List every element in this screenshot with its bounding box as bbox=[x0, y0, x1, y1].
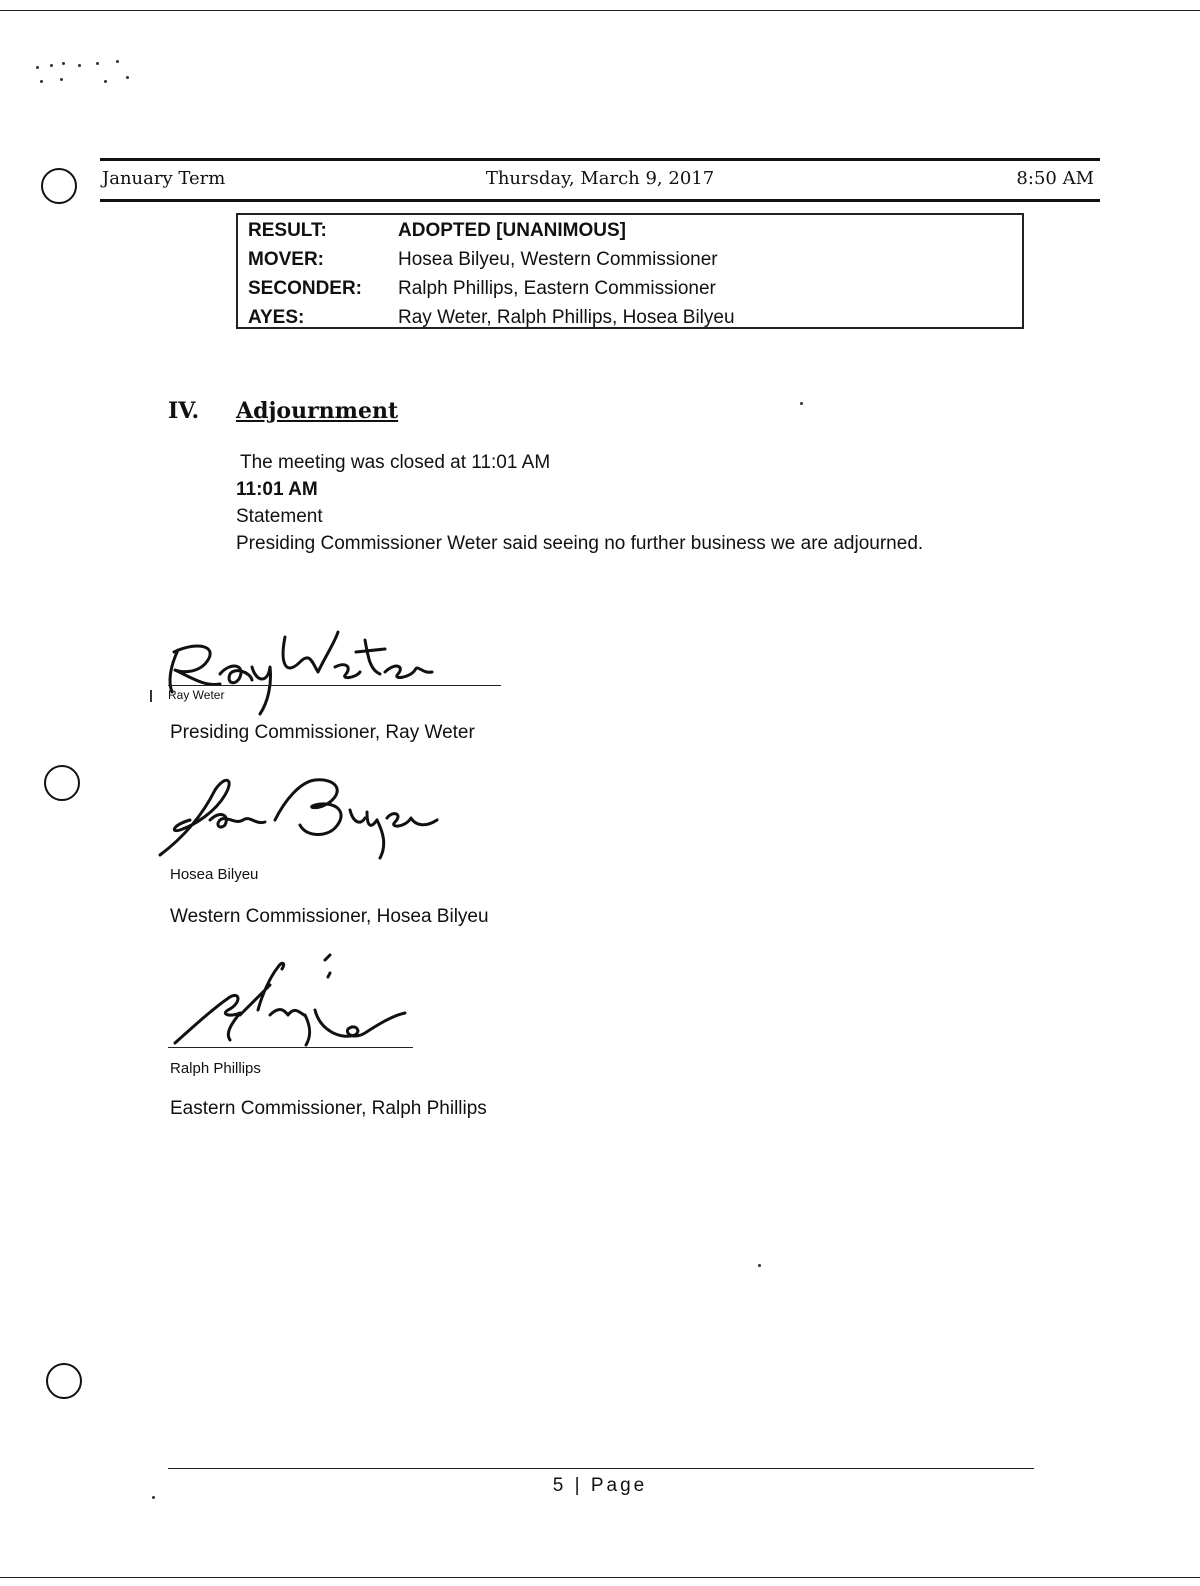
footer-rule bbox=[168, 1468, 1034, 1469]
vote-result-key: SECONDER: bbox=[248, 278, 363, 299]
vote-result-value: Ray Weter, Ralph Phillips, Hosea Bilyeu bbox=[398, 307, 735, 328]
scan-speck bbox=[152, 1496, 155, 1499]
vote-result-value: ADOPTED [UNANIMOUS] bbox=[398, 220, 626, 241]
scan-speck bbox=[78, 64, 81, 67]
binder-hole-icon bbox=[41, 168, 77, 204]
vote-result-key: AYES: bbox=[248, 307, 305, 328]
header-date: Thursday, March 9, 2017 bbox=[485, 168, 715, 189]
header-time: 8:50 AM bbox=[1016, 168, 1094, 189]
vote-result-row bbox=[248, 220, 626, 242]
scan-bottom-edge bbox=[0, 1577, 1200, 1578]
vote-result-box bbox=[236, 213, 1024, 329]
scan-speck bbox=[60, 78, 63, 81]
scan-speck bbox=[40, 80, 43, 83]
adjournment-line: The meeting was closed at 11:01 AM bbox=[240, 452, 551, 473]
vote-result-row bbox=[248, 307, 735, 329]
vote-result-key: RESULT: bbox=[248, 220, 327, 241]
page-number: 5 | Page bbox=[552, 1475, 648, 1496]
adjournment-label: Statement bbox=[236, 506, 323, 527]
vote-result-row bbox=[248, 249, 718, 271]
scan-speck bbox=[104, 80, 107, 83]
vote-result-value: Hosea Bilyeu, Western Commissioner bbox=[398, 249, 718, 270]
header-term: January Term bbox=[102, 168, 226, 189]
signature-printed-name: Hosea Bilyeu bbox=[170, 866, 259, 883]
scan-speck bbox=[150, 690, 152, 702]
signature-title: Presiding Commissioner, Ray Weter bbox=[170, 722, 475, 743]
scan-speck bbox=[96, 62, 99, 65]
signature-line bbox=[168, 1047, 413, 1048]
signature-ralph-phillips bbox=[170, 955, 415, 1055]
adjournment-statement: Presiding Commissioner Weter said seeing no further business we are adjourned. bbox=[236, 533, 924, 554]
scan-speck bbox=[126, 76, 129, 79]
scan-speck bbox=[800, 402, 803, 405]
section-title: Adjournment bbox=[236, 398, 399, 424]
scan-speck bbox=[758, 1264, 761, 1267]
vote-result-value: Ralph Phillips, Eastern Commissioner bbox=[398, 278, 716, 299]
binder-hole-icon bbox=[44, 765, 80, 801]
scan-speck bbox=[36, 66, 39, 69]
signature-printed-name: Ray Weter bbox=[168, 688, 225, 702]
signature-title: Eastern Commissioner, Ralph Phillips bbox=[170, 1098, 487, 1119]
signature-line bbox=[168, 685, 501, 686]
adjournment-time: 11:01 AM bbox=[236, 479, 318, 500]
vote-result-row bbox=[248, 278, 716, 300]
binder-hole-icon bbox=[46, 1363, 82, 1399]
header-rule bbox=[100, 199, 1100, 202]
signature-ray-weter bbox=[160, 622, 450, 717]
signature-printed-name: Ralph Phillips bbox=[170, 1060, 261, 1077]
scan-top-edge bbox=[0, 10, 1200, 11]
vote-result-key: MOVER: bbox=[248, 249, 324, 270]
scan-speck bbox=[62, 62, 65, 65]
header-rule bbox=[100, 158, 1100, 161]
section-number: IV. bbox=[168, 398, 200, 424]
scan-speck bbox=[50, 64, 53, 67]
signature-title: Western Commissioner, Hosea Bilyeu bbox=[170, 906, 489, 927]
scan-speck bbox=[116, 60, 119, 63]
signature-hosea-bilyeu bbox=[155, 770, 445, 865]
